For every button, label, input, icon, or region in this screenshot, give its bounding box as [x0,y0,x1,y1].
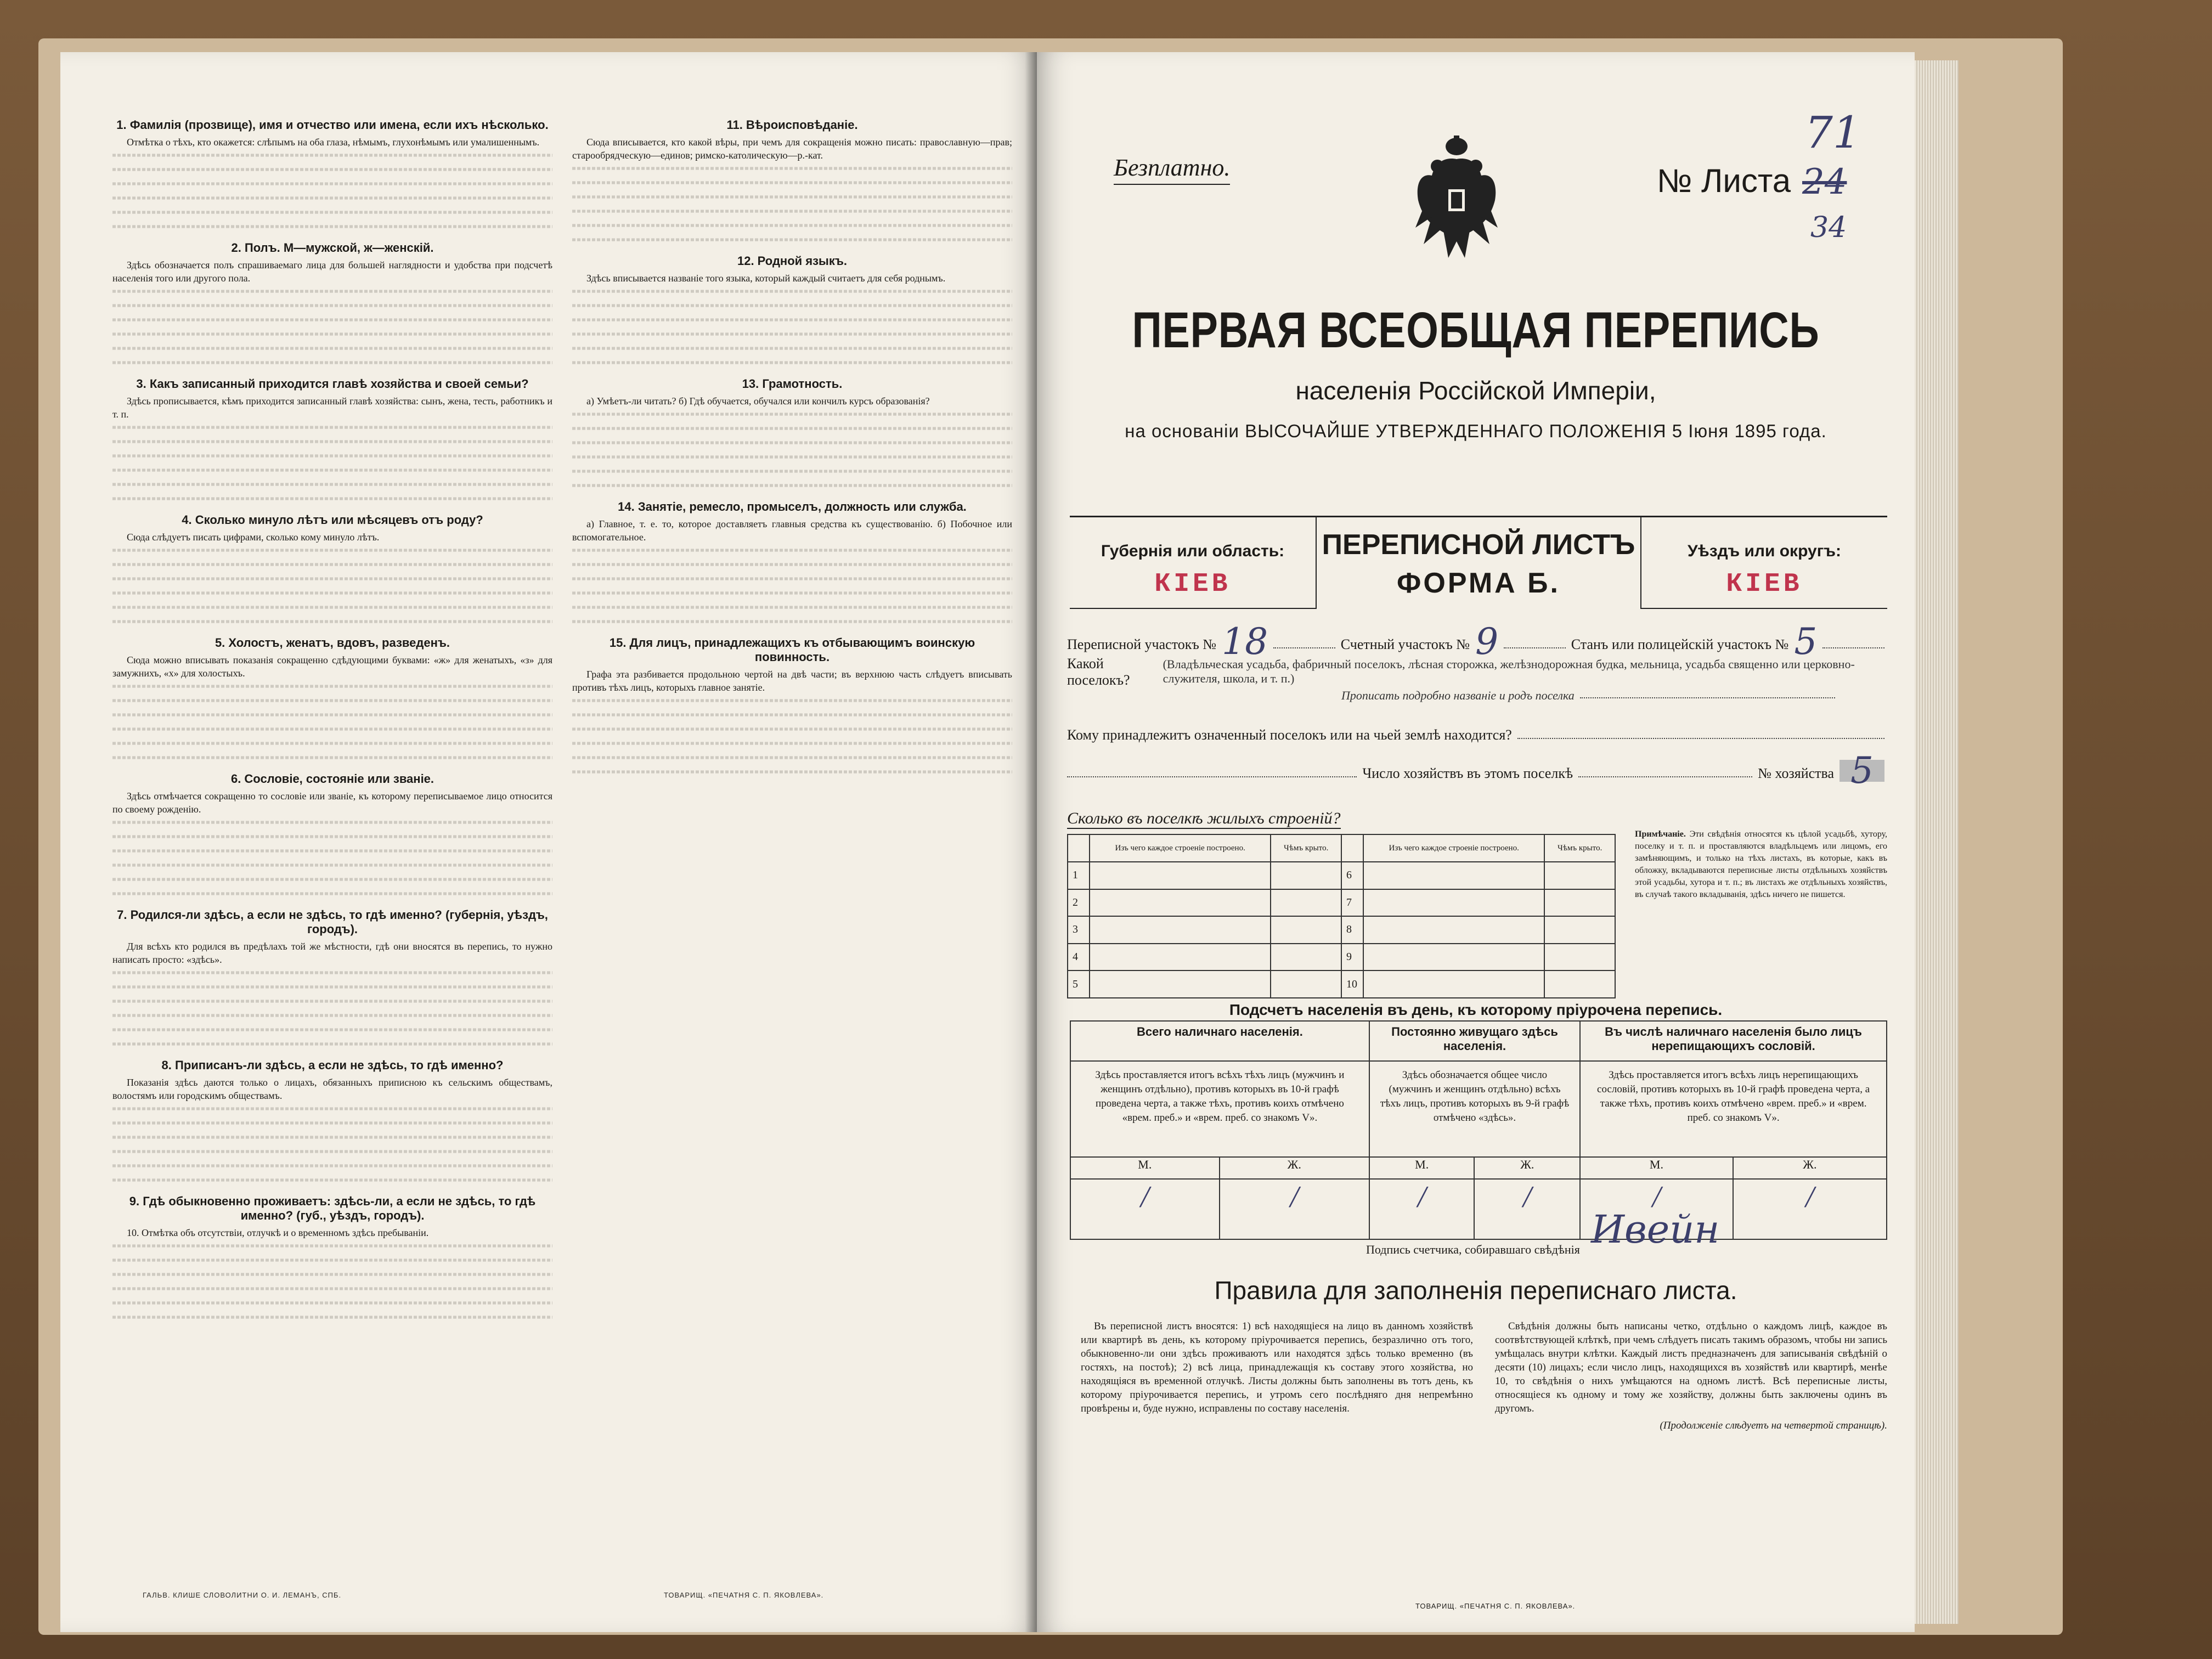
printer-credit: ТОВАРИЩ. «ПЕЧАТНЯ С. П. ЯКОВЛЕВА». [1415,1602,1576,1610]
census-section-value: 18 [1222,620,1268,663]
buildings-cell [1271,944,1341,971]
body-text-lines [112,1316,552,1318]
instruction-section [112,118,552,233]
body-text-lines [112,1000,552,1002]
body-text-lines [112,426,552,428]
body-text-lines [112,168,552,171]
body-text-lines [112,196,552,199]
body-text-lines [572,318,1012,321]
body-text-lines [572,181,1012,184]
body-text-lines [112,835,552,838]
buildings-cell [1271,916,1341,944]
body-text-lines [112,440,552,443]
instruction-text: Сюда слѣдуетъ писать цифрами, сколько кому минуло лѣтъ. [127,532,380,543]
body-text-lines [112,713,552,716]
body-text-lines [112,591,552,594]
settlement-note: Прописать подробно названіе и родъ поселка [1341,689,1575,702]
instruction-text: Сюда можно вписывать показанія сокращенно сдѣдующими буквами: «ж» для женатыхъ, «з» для замужнихъ, «х» для холостыхъ. [112,654,552,679]
body-text-lines [572,347,1012,349]
sheet-number-handwritten-top: 71 [1805,107,1861,158]
sheet-number-handwritten-struck: 24 [1802,162,1847,202]
instruction-title: 4. Сколько минуло лѣтъ или мѣсяцевъ отъ роду? [182,513,483,527]
body-text-lines [112,182,552,185]
buildings-material-header-2: Изъ чего каждое строеніе построено. [1363,834,1544,862]
body-text-lines [112,1259,552,1261]
form-header [1070,516,1887,609]
body-text-lines [112,727,552,730]
body-text-lines [112,878,552,881]
instruction-title: 8. Приписанъ-ли здѣсь, а если не здѣсь, то гдѣ именно? [161,1058,504,1072]
buildings-row [1068,970,1615,998]
buildings-cell [1544,944,1615,971]
male-label: М. [1580,1157,1733,1179]
row-number: 8 [1341,916,1363,944]
body-text-lines [572,441,1012,444]
instruction-title: 7. Родился-ли здѣсь, а если не здѣсь, то гдѣ именно? (губернія, уѣздъ, городъ). [117,908,548,936]
district-field [1640,517,1887,609]
household-number-value: 5 [1839,760,1884,782]
body-text-lines [572,577,1012,580]
body-text-lines [572,770,1012,773]
body-text-lines [112,699,552,702]
buildings-cell [1363,944,1544,971]
settlement-hint: (Владѣльческая усадьба, фабричный поселокъ, лѣсная сторожка, желѣзнодорожная будка, мельница, усадьба священно или церковно-служителя, школа, и т. п.) [1163,657,1855,685]
instruction-text: 10. Отмѣтка объ отсутствіи, отлучкѣ и о временномъ здѣсь пребываніи. [127,1227,429,1238]
female-label: Ж. [1474,1157,1580,1179]
instruction-title: 9. Гдѣ обыкновенно проживаетъ: здѣсь-ли, а если не здѣсь, то гдѣ именно? (губ., уѣздъ, городъ). [129,1194,536,1222]
police-section-value: 5 [1794,620,1818,663]
buildings-cell [1090,889,1271,917]
body-text-lines [112,304,552,307]
buildings-cell [1363,862,1544,889]
body-text-lines [112,685,552,687]
form-kind: ФОРМА Б. [1397,567,1560,599]
rules-text [1081,1319,1887,1436]
instruction-section [572,377,1012,492]
body-text-lines [572,742,1012,744]
instruction-section [112,908,552,1051]
body-text-lines [572,756,1012,759]
free-label: Безплатно. [1114,154,1230,185]
body-text-lines [572,455,1012,458]
body-text-lines [112,1042,552,1045]
body-text-lines [112,361,552,364]
body-text-lines [112,563,552,566]
row-number: 4 [1068,944,1090,971]
signature-label: Подпись счетчика, собиравшаго свѣдѣнія [1366,1243,1580,1256]
census-basis: на основаніи ВЫСОЧАЙШЕ УТВЕРЖДЕННАГО ПОЛОЖЕНІЯ 5 Іюня 1895 года. [1125,421,1827,441]
body-text-lines [112,971,552,974]
buildings-cell [1544,862,1615,889]
count-section-label: Счетный участокъ № [1340,636,1470,652]
province-field [1070,517,1317,609]
body-text-lines [572,563,1012,566]
body-text-lines [112,1164,552,1167]
buildings-note [1635,828,1887,901]
body-text-lines [572,427,1012,430]
buildings-cell [1544,970,1615,998]
sections-line [1067,620,1884,663]
buildings-cell [1271,862,1341,889]
instruction-section [112,241,552,369]
body-text-lines [112,332,552,335]
settlement-line [1067,656,1884,689]
instruction-section [572,636,1012,778]
body-text-lines [112,1107,552,1110]
instruction-text: Здѣсь отмѣчается сокращенно то сословіе или званіе, къ которому переписываемое лицо относится по своему рожденію. [112,791,552,815]
pop-permanent-desc: Здѣсь обозначается общее число (мужчинъ и женщинъ отдѣльно) всѣхъ тѣхъ лицъ, противъ которыхъ въ 9-й графѣ отмѣчено «здѣсь». [1369,1061,1580,1157]
body-text-lines [572,591,1012,594]
body-text-lines [112,211,552,213]
district-label: Уѣздъ или округъ: [1687,542,1842,560]
body-text-lines [112,318,552,321]
body-text-lines [112,892,552,895]
body-text-lines [112,1121,552,1124]
body-text-lines [112,985,552,988]
population-count-title: Подсчетъ населенія въ день, къ которому пріурочена перепись. [1229,1001,1723,1018]
district-stamp: КІЕВ [1726,569,1803,599]
row-number: 5 [1068,970,1090,998]
body-text-lines [572,699,1012,702]
body-text-lines [112,606,552,608]
body-text-lines [112,1273,552,1276]
body-text-lines [572,304,1012,307]
body-text-lines [112,849,552,852]
instruction-section [572,254,1012,369]
instructions-column-right [572,112,1012,1583]
instruction-section [112,1194,552,1324]
body-text-lines [572,620,1012,623]
buildings-row [1068,944,1615,971]
instruction-section [112,513,552,628]
body-text-lines [112,154,552,156]
instruction-text: Отмѣтка о тѣхъ, кто окажется: слѣпымъ на оба глаза, нѣмымъ, глухонѣмымъ или умалишеннымъ. [127,137,540,148]
body-text-lines [112,483,552,486]
body-text-lines [572,167,1012,170]
body-text-lines [112,290,552,292]
buildings-cell [1544,916,1615,944]
body-text-lines [572,727,1012,730]
row-number: 3 [1068,916,1090,944]
pop-total-desc: Здѣсь проставляется итогъ всѣхъ тѣхъ лицъ (мужчинъ и женщинъ отдѣльно), противъ которыхъ въ 10-й графѣ проведена черта, а также тѣхъ, противъ коихъ отмѣчено «врем. преб.» и «врем. преб. со знакомъ V». [1070,1061,1369,1157]
pop-cell: / [1369,1179,1475,1239]
body-text-lines [112,347,552,349]
instruction-title: 14. Занятіе, ремесло, промыселъ, должность или служба. [618,500,967,514]
body-text-lines [572,549,1012,551]
owner-line [1067,727,1884,743]
buildings-row [1068,862,1615,889]
instructions-columns [112,112,1012,1583]
female-label: Ж. [1733,1157,1887,1179]
instruction-title: 15. Для лицъ, принадлежащихъ къ отбывающимъ воинскую повинность. [609,636,975,664]
buildings-row [1068,889,1615,917]
row-number: 1 [1068,862,1090,889]
body-text-lines [112,469,552,471]
body-text-lines [572,470,1012,472]
rules-title: Правила для заполненія переписнаго листа. [1214,1276,1737,1305]
form-title-block [1317,517,1640,609]
population-table [1070,1020,1887,1240]
sheet-number-label: № Листа [1657,162,1791,199]
province-stamp: КІЕВ [1154,569,1231,599]
police-section-label: Станъ или полицейскій участокъ № [1571,636,1789,652]
instruction-text: Здѣсь вписывается названіе того языка, который каждый считаетъ для себя роднымъ. [586,273,946,284]
instruction-text: а) Главное, т. е. то, которое доставляетъ главныя средства къ существованію. б) Побочное или вспомогательное. [572,518,1012,543]
pop-estates-header: Въ числѣ наличнаго населенія было лицъ нерепищающихъ сословій. [1580,1021,1887,1061]
rules-paragraph-left: Въ переписной листъ вносятся: 1) всѣ находящіеся на лицо въ данномъ хозяйствѣ или квартирѣ въ день, къ которому пріурочивается перепись, безразлично отъ того, обыкновенно-ли они здѣсь проживаютъ или находятся здѣсь только временно (въ гостяхъ, на постоѣ); 2) всѣ лица, принадлежащія къ составу этого хозяйства, но находящіяся въ временной отлучкѣ. Листы должны быть заполнены въ тотъ день, къ которому пріурочивается перепись, и утромъ сего послѣдняго дня непремѣнно провѣрены и, буде нужно, исправлены по составу населенія. [1081,1321,1473,1414]
body-text-lines [572,713,1012,716]
instruction-title: 13. Грамотность. [742,377,843,391]
census-section-label: Переписной участокъ № [1067,636,1217,652]
left-page [60,52,1037,1632]
body-text-lines [112,821,552,823]
body-text-lines [112,1136,552,1138]
instruction-text: Здѣсь прописывается, кѣмъ приходится записанный главѣ хозяйства: сынъ, жена, тесть, работникъ и т. п. [112,396,552,420]
rules-paragraph-right: Свѣдѣнія должны быть написаны четко, отдѣльно о каждомъ лицѣ, каждое въ соотвѣтствующей клѣткѣ, при чемъ слѣдуетъ писать такимъ образомъ, чтобы ни запись умѣщалась внутри клѣтки. Каждый листъ предназначенъ для записыванія свѣдѣній о десяти (10) лицахъ; если число лицъ, находящихся въ хозяйствѣ или квартирѣ, менѣе 10, то свѣдѣнія о нихъ умѣщаются на одномъ листѣ. Всѣ переписные листы, относящіеся къ одному и тому же хозяйству, должны быть заключены одинъ въ другомъ. [1495,1321,1887,1414]
count-section-value: 9 [1475,620,1499,663]
body-text-lines [572,413,1012,415]
buildings-table [1067,834,1616,998]
instruction-section [572,118,1012,246]
province-label: Губернія или область: [1101,542,1285,560]
pop-cell: / [1733,1179,1887,1239]
body-text-lines [572,210,1012,212]
double-headed-eagle-emblem [1410,134,1503,272]
instruction-title: 3. Какъ записанный приходится главѣ хозяйства и своей семьи? [136,377,529,391]
row-number: 2 [1068,889,1090,917]
row-number: 9 [1341,944,1363,971]
note-text: Эти свѣдѣнія относятся къ цѣлой усадьбѣ, хутору, поселку и т. п. и проставляются владѣльцемъ или лицомъ, его замѣняющимъ, и только на тѣхъ листахъ, въ которые, какъ въ обложку, вкладываются переписные листы отдѣльныхъ хозяйствъ этой усадьбы, хутора и т. п.; въ листахъ же отдѣльныхъ хозяйствъ, въ случаѣ такого вкладыванія, здѣсь ничего не пишется. [1635,830,1888,899]
buildings-cell [1090,916,1271,944]
instruction-title: 1. Фамилія (прозвище), имя и отчество или имена, если ихъ нѣсколько. [116,118,549,132]
pop-permanent-header: Постоянно живущаго здѣсь населенія. [1369,1021,1580,1061]
buildings-material-header: Изъ чего каждое строеніе построено. [1090,834,1271,862]
row-number: 10 [1341,970,1363,998]
households-line [1067,749,1884,792]
buildings-title: Сколько въ поселкѣ жилыхъ строеній? [1067,809,1341,829]
body-text-lines [112,620,552,623]
body-text-lines [572,606,1012,608]
owner-question: Кому принадлежитъ означенный поселокъ или на чьей землѣ находится? [1067,727,1512,743]
page-edges [1915,60,1959,1624]
household-number-label: № хозяйства [1758,765,1834,781]
instruction-title: 12. Родной языкъ. [737,254,848,268]
instruction-section [112,1058,552,1187]
right-page [1037,52,1915,1632]
row-number: 7 [1341,889,1363,917]
pop-cell: / [1474,1179,1580,1239]
body-text-lines [572,290,1012,292]
body-text-lines [112,1150,552,1153]
female-label: Ж. [1220,1157,1369,1179]
instruction-section [112,377,552,505]
buildings-row [1068,916,1615,944]
form-title: ПЕРЕПИСНОЙ ЛИСТЪ [1322,529,1635,561]
body-text-lines [112,1301,552,1304]
continued-note: (Продолженіе слѣдуетъ на четвертой страницѣ). [1660,1420,1887,1431]
enumerator-signature: Ивейн [1591,1207,1720,1252]
buildings-cell [1090,862,1271,889]
buildings-cell [1271,970,1341,998]
instruction-text: а) Умѣетъ-ли читать? б) Гдѣ обучается, обучался или кончилъ курсъ образованія? [586,396,930,407]
note-label: Примѣчаніе. [1635,830,1686,839]
buildings-cell [1544,889,1615,917]
pop-total-header: Всего наличнаго населенія. [1070,1021,1369,1061]
body-text-lines [112,1178,552,1181]
buildings-roof-header-2: Чѣмъ крыто. [1544,834,1615,862]
census-subtitle: населенія Россійской Имперіи, [1295,376,1656,405]
instruction-title: 6. Сословіе, состояніе или званіе. [230,772,435,786]
body-text-lines [112,864,552,866]
instruction-text: Графа эта разбивается продольною чертой на двѣ части; въ верхнюю часть слѣдуетъ вписывать противъ тѣхъ лицъ, которыхъ главное занятіе. [572,669,1012,693]
households-label: Число хозяйствъ въ этомъ поселкѣ [1362,765,1573,781]
body-text-lines [112,1287,552,1290]
pop-cell: / [1220,1179,1369,1239]
buildings-roof-header: Чѣмъ крыто. [1271,834,1341,862]
buildings-cell [1271,889,1341,917]
instruction-text: Показанія здѣсь даются только о лицахъ, обязанныхъ приписною къ сельскимъ обществамъ, волостямъ или городскимъ обществамъ. [112,1077,552,1101]
settlement-note-line [1341,689,1835,703]
body-text-lines [112,454,552,457]
instruction-section [572,500,1012,628]
buildings-cell [1363,916,1544,944]
body-text-lines [112,549,552,551]
pop-cell: / [1070,1179,1220,1239]
sheet-number-handwritten-bottom: 34 [1810,211,1847,244]
instruction-title: 11. Вѣроисповѣданіе. [726,118,858,132]
body-text-lines [572,484,1012,487]
instruction-title: 2. Полъ. М—мужской, ж—женскій. [231,241,434,255]
row-number: 6 [1341,862,1363,889]
body-text-lines [112,1028,552,1031]
printer-credit-left: ГАЛЬВ. КЛИШЕ СЛОВОЛИТНИ О. И. ЛЕМАНЪ, СПБ. [143,1591,342,1599]
instruction-title: 5. Холостъ, женатъ, вдовъ, разведенъ. [215,636,450,650]
body-text-lines [112,225,552,228]
body-text-lines [112,577,552,580]
body-text-lines [112,756,552,759]
instruction-text: Для всѣхъ кто родился въ предѣлахъ той же мѣстности, гдѣ они вносятся въ перепись, то нужно написать просто: «здѣсь». [112,941,552,965]
pop-estates-desc: Здѣсь проставляется итогъ всѣхъ лицъ нерепищающихъ сословій, противъ которыхъ въ 10-й графѣ проведена черта, а также тѣхъ, противъ коихъ отмѣчено «врем. преб.» и «врем. преб. со знакомъ V». [1580,1061,1887,1157]
body-text-lines [112,1014,552,1017]
body-text-lines [572,195,1012,198]
buildings-cell [1363,970,1544,998]
body-text-lines [112,1244,552,1247]
male-label: М. [1369,1157,1475,1179]
printer-credit-right: ТОВАРИЩ. «ПЕЧАТНЯ С. П. ЯКОВЛЕВА». [664,1591,824,1599]
instruction-text: Сюда вписывается, кто какой вѣры, при чемъ для сокращенія можно писать: православную—прав; старообрядческую—единов; римско-католическую—р.-кат. [572,137,1012,161]
body-text-lines [572,238,1012,241]
instruction-section [112,636,552,764]
settlement-question: Какой поселокъ? [1067,656,1130,688]
body-text-lines [112,497,552,500]
body-text-lines [572,361,1012,364]
body-text-lines [572,224,1012,227]
buildings-cell [1090,970,1271,998]
census-title: ПЕРВАЯ ВСЕОБЩАЯ ПЕРЕПИСЬ [1132,302,1820,358]
instructions-column-left [112,112,552,1583]
buildings-cell [1363,889,1544,917]
instruction-section [112,772,552,900]
body-text-lines [572,332,1012,335]
body-text-lines [112,742,552,744]
pop-cell: / [1580,1179,1733,1239]
buildings-cell [1090,944,1271,971]
instruction-text: Здѣсь обозначается полъ спрашиваемаго лица для большей наглядности и удобства при подсчетѣ населенія того или другого пола. [112,259,552,284]
male-label: М. [1070,1157,1220,1179]
